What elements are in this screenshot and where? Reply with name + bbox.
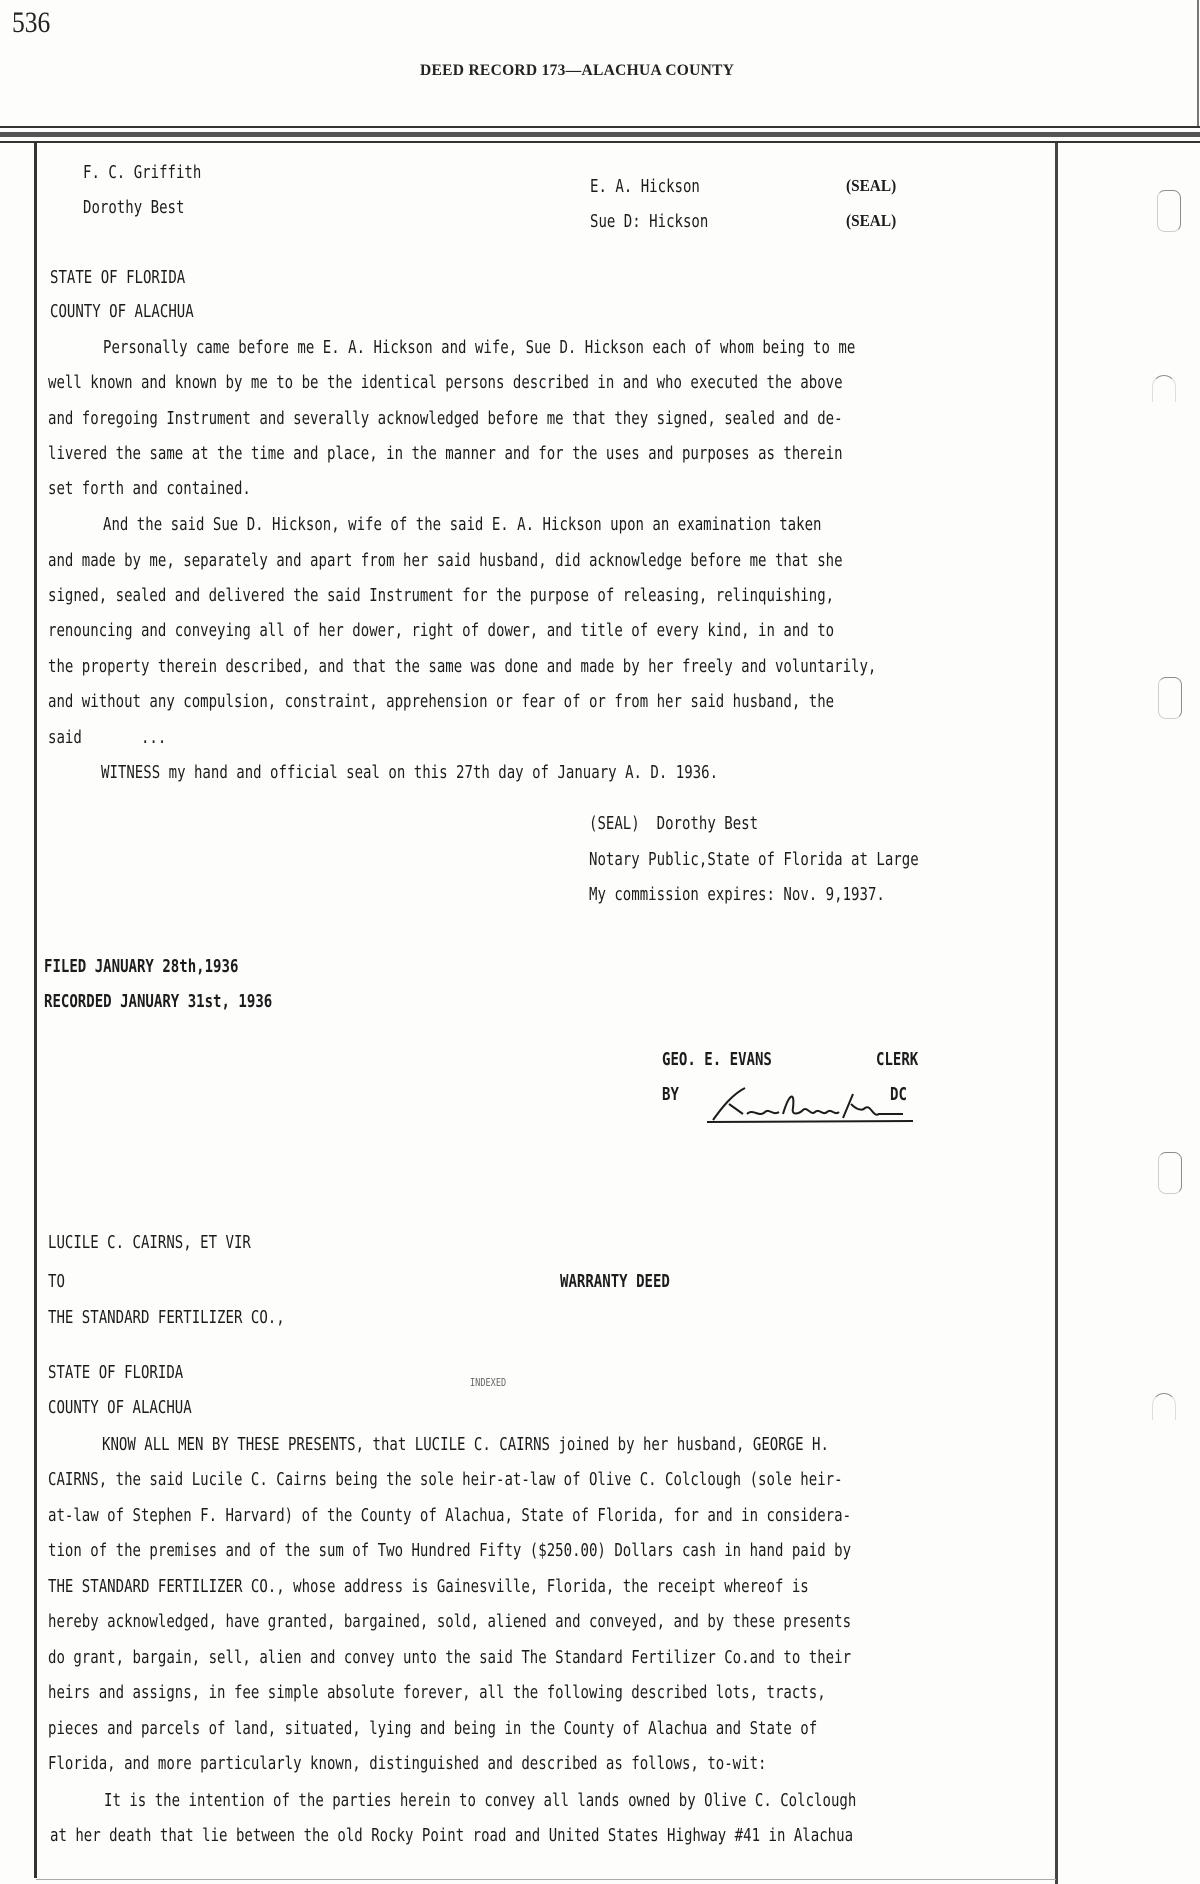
signature-scribble-icon — [703, 1084, 953, 1126]
deed-p1-line: THE STANDARD FERTILIZER CO., whose address is Gainesville, Florida, the receipt whereof is — [48, 1576, 809, 1597]
deed-grantor: LUCILE C. CAIRNS, ET VIR — [48, 1232, 251, 1253]
notary-seal-name: (SEAL) Dorothy Best — [589, 813, 759, 834]
deed-p1-line: at-law of Stephen F. Harvard) of the County of Alachua, State of Florida, for and in considera- — [48, 1505, 852, 1526]
deed-p1-line: KNOW ALL MEN BY THESE PRESENTS, that LUCILE C. CAIRNS joined by her husband, GEORGE H. — [102, 1434, 829, 1455]
binder-ring-icon — [1152, 1393, 1176, 1420]
ack-p1-line: well known and known by me to be the identical persons described in and who executed the above — [48, 372, 843, 393]
deed-grantee: THE STANDARD FERTILIZER CO., — [48, 1307, 285, 1328]
binder-ring-icon — [1152, 375, 1176, 402]
header-rule-thin-top — [0, 126, 1200, 128]
binder-ring-icon — [1158, 677, 1182, 719]
ack-p2-line: and made by me, separately and apart from her said husband, did acknowledge before me that she — [48, 550, 843, 571]
page-number: 536 — [12, 6, 51, 39]
deed-p1-line: hereby acknowledged, have granted, bargained, sold, aliened and conveyed, and by these presents — [48, 1611, 852, 1632]
deed-p2-line: It is the intention of the parties herein to convey all lands owned by Olive C. Colclough — [104, 1790, 857, 1811]
deed-p1-line: Florida, and more particularly known, distinguished and described as follows, to-wit: — [48, 1753, 767, 1774]
filed-date: FILED JANUARY 28th,1936 — [44, 956, 239, 977]
frame-left-line — [34, 143, 37, 1878]
ack-p2-line: signed, sealed and delivered the said Instrument for the purpose of releasing, relinquishing, — [48, 585, 835, 606]
ack-county: COUNTY OF ALACHUA — [50, 301, 194, 322]
notary-title: Notary Public,State of Florida at Large — [589, 849, 919, 870]
recorded-date: RECORDED JANUARY 31st, 1936 — [44, 991, 273, 1012]
binder-ring-icon — [1157, 190, 1181, 232]
ack-p1-line: livered the same at the time and place, in the manner and for the uses and purposes as therein — [48, 443, 843, 464]
deed-county: COUNTY OF ALACHUA — [48, 1397, 192, 1418]
ack-p1-line: set forth and contained. — [48, 478, 251, 499]
ack-p2-line: the property therein described, and that the same was done and made by her freely and voluntarily, — [48, 656, 877, 677]
ack-p2-line: renouncing and conveying all of her dower, right of dower, and title of every kind, in and to — [48, 620, 835, 641]
deed-p2-line: at her death that lie between the old Rocky Point road and United States Highway #41 in Alachua — [50, 1825, 854, 1846]
by-label: BY — [662, 1084, 679, 1105]
signer-seal: (SEAL) — [846, 211, 897, 230]
binder-ring-icon — [1158, 1152, 1182, 1194]
frame-right-line — [1055, 143, 1058, 1884]
signer-name: Sue D: Hickson — [590, 211, 709, 232]
header-rule-thick — [0, 132, 1200, 137]
indexed-stamp: INDEXED — [470, 1376, 507, 1389]
witness-name: F. C. Griffith — [83, 162, 202, 183]
signer-seal: (SEAL) — [846, 176, 897, 195]
witness-clause: WITNESS my hand and official seal on this 27th day of January A. D. 1936. — [101, 762, 719, 783]
deed-to: TO — [48, 1271, 65, 1292]
header-rule-thin-bottom — [0, 141, 1200, 143]
signer-name: E. A. Hickson — [590, 176, 700, 197]
ack-p2-line: And the said Sue D. Hickson, wife of the said E. A. Hickson upon an examination taken — [103, 514, 822, 535]
deed-p1-line: CAIRNS, the said Lucile C. Cairns being the sole heir-at-law of Olive C. Colclough (sole heir- — [48, 1469, 843, 1490]
clerk-name: GEO. E. EVANS — [662, 1049, 772, 1070]
deed-p1-line: heirs and assigns, in fee simple absolute forever, all the following described lots, tracts, — [48, 1682, 826, 1703]
deed-state: STATE OF FLORIDA — [48, 1362, 184, 1383]
clerk-title: CLERK — [876, 1049, 919, 1070]
page-header-title: DEED RECORD 173—ALACHUA COUNTY — [420, 62, 735, 79]
deed-type: WARRANTY DEED — [560, 1271, 670, 1292]
deed-p1-line: do grant, bargain, sell, alien and convey unto the said The Standard Fertilizer Co.and to their — [48, 1647, 852, 1668]
dc-label: DC — [890, 1084, 907, 1105]
ack-p2-line: said ... — [48, 727, 167, 748]
deed-p1-line: pieces and parcels of land, situated, lying and being in the County of Alachua and State of — [48, 1718, 818, 1739]
ack-p2-line: and without any compulsion, constraint, apprehension or fear of or from her said husband, the — [48, 691, 835, 712]
top-right-page-edge — [1197, 0, 1199, 126]
ack-p1-line: Personally came before me E. A. Hickson and wife, Sue D. Hickson each of whom being to me — [103, 337, 856, 358]
notary-commission: My commission expires: Nov. 9,1937. — [589, 884, 885, 905]
ack-p1-line: and foregoing Instrument and severally acknowledged before me that they signed, sealed and de- — [48, 408, 843, 429]
deed-p1-line: tion of the premises and of the sum of Two Hundred Fifty ($250.00) Dollars cash in hand paid by — [48, 1540, 852, 1561]
frame-bottom-line — [36, 1879, 1056, 1880]
witness-name: Dorothy Best — [83, 197, 185, 218]
ack-state: STATE OF FLORIDA — [50, 267, 186, 288]
